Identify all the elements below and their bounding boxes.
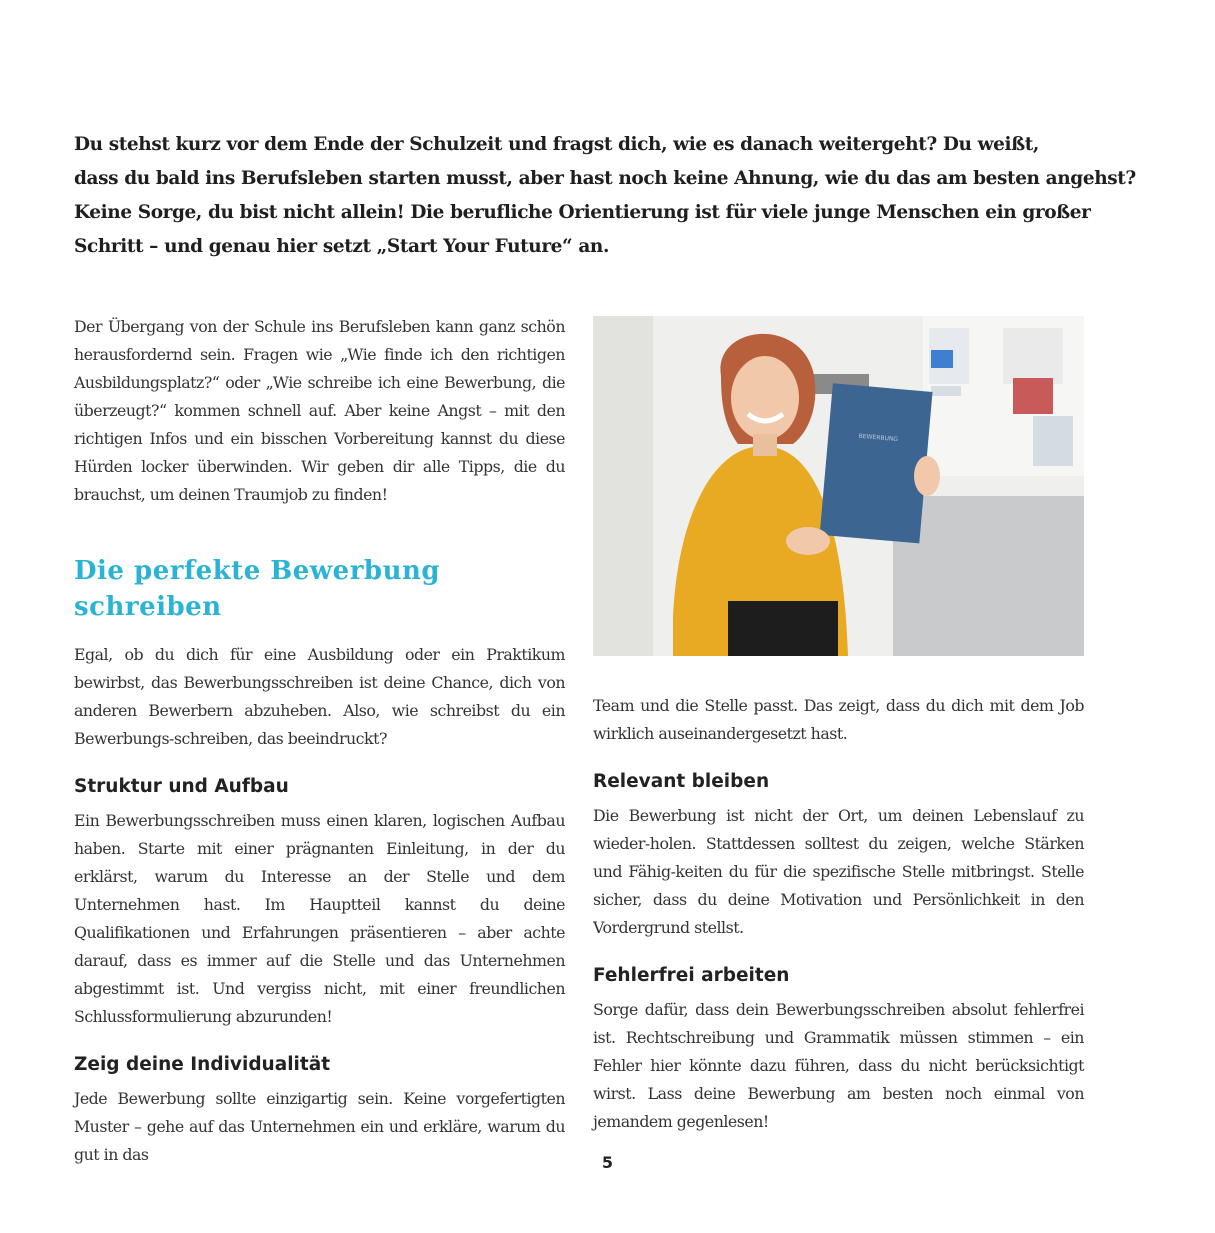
heading-struktur: Struktur und Aufbau [74, 776, 289, 797]
folder-label: BEWERBUNG [858, 432, 899, 444]
section-intro-paragraph: Egal, ob du dich für eine Ausbildung oder ein Praktikum bewirbst, das Bewerbungsschreiben ist deine Chance, dich von anderen Bewerbern abzuheben. Also, wie schreibst du ein Bewerbungs-schreiben, das beeindruckt? [74, 645, 565, 748]
left-column [74, 313, 565, 1169]
photo-illustration [593, 316, 1084, 656]
continuation-paragraph: Team und die Stelle passt. Das zeigt, dass du dich mit dem Job wirklich auseinandergesetzt hast. [593, 696, 1084, 743]
right-column [593, 692, 1084, 1136]
intro-paragraph [74, 128, 1136, 264]
struktur-paragraph: Ein Bewerbungsschreiben muss einen klaren, logischen Aufbau haben. Starte mit einer prägnanten Einleitung, in der du erklärst, warum du Interesse an der Stelle und dem Unternehmen hast. Im Hauptteil kannst du deine Qualifikationen und Erfahrungen präsentieren – aber achte darauf, dass es immer auf die Stelle und das Unternehmen abgestimmt ist. Und vergiss nicht, mit einer freundlichen Schlussformulierung abzurunden! [74, 811, 565, 1026]
section-title [74, 553, 565, 625]
individualitaet-paragraph: Jede Bewerbung sollte einzigartig sein. Keine vorgefertigten Muster – gehe auf das Unternehmen ein und erkläre, warum du gut in das [74, 1089, 565, 1164]
intro-line: Du stehst kurz vor dem Ende der Schulzeit und fragst dich, wie es danach weitergeht? Du weißt, [74, 134, 1039, 155]
relevant-paragraph: Die Bewerbung ist nicht der Ort, um deinen Lebenslauf zu wieder-holen. Stattdessen solltest du zeigen, welche Stärken und Fähig-keiten du für die spezifische Stelle mitbringst. Stelle sicher, dass du deine Motivation und Persönlichkeit in den Vordergrund stellst. [593, 806, 1084, 937]
fehlerfrei-paragraph: Sorge dafür, dass dein Bewerbungsschreiben absolut fehlerfrei ist. Rechtschreibung und Grammatik müssen stimmen – ein Fehler hier könnte dazu führen, dass du nicht berücksichtigt wirst. Lass deine Bewerbung am besten noch einmal von jemandem gegenlesen! [593, 1000, 1084, 1131]
lead-paragraph: Der Übergang von der Schule ins Berufsleben kann ganz schön herausfordernd sein. Fragen wie „Wie finde ich den richtigen Ausbildungsplatz?“ oder „Wie schreibe ich eine Bewerbung, die überzeugt?“ kommen schnell auf. Aber keine Angst – mit den richtigen Infos und ein bisschen Vorbereitung kannst du diese Hürden locker überwinden. Wir geben dir alle Tipps, die du brauchst, um deinen Traumjob zu finden! [74, 317, 565, 504]
intro-line: dass du bald ins Berufsleben starten musst, aber hast noch keine Ahnung, wie du das am besten angehst? [74, 168, 1136, 189]
intro-line: Keine Sorge, du bist nicht allein! Die berufliche Orientierung ist für viele junge Menschen ein großer [74, 202, 1091, 223]
section-title-line: schreiben [74, 592, 222, 622]
heading-individualitaet: Zeig deine Individualität [74, 1054, 331, 1075]
page-number: 5 [601, 1153, 614, 1172]
heading-fehlerfrei: Fehlerfrei arbeiten [593, 965, 790, 986]
heading-relevant: Relevant bleiben [593, 771, 770, 792]
section-title-line: Die perfekte Bewerbung [74, 556, 441, 586]
intro-line: Schritt – und genau hier setzt „Start Your Future“ an. [74, 236, 610, 257]
photo-woman-with-application-folder [593, 316, 1084, 656]
